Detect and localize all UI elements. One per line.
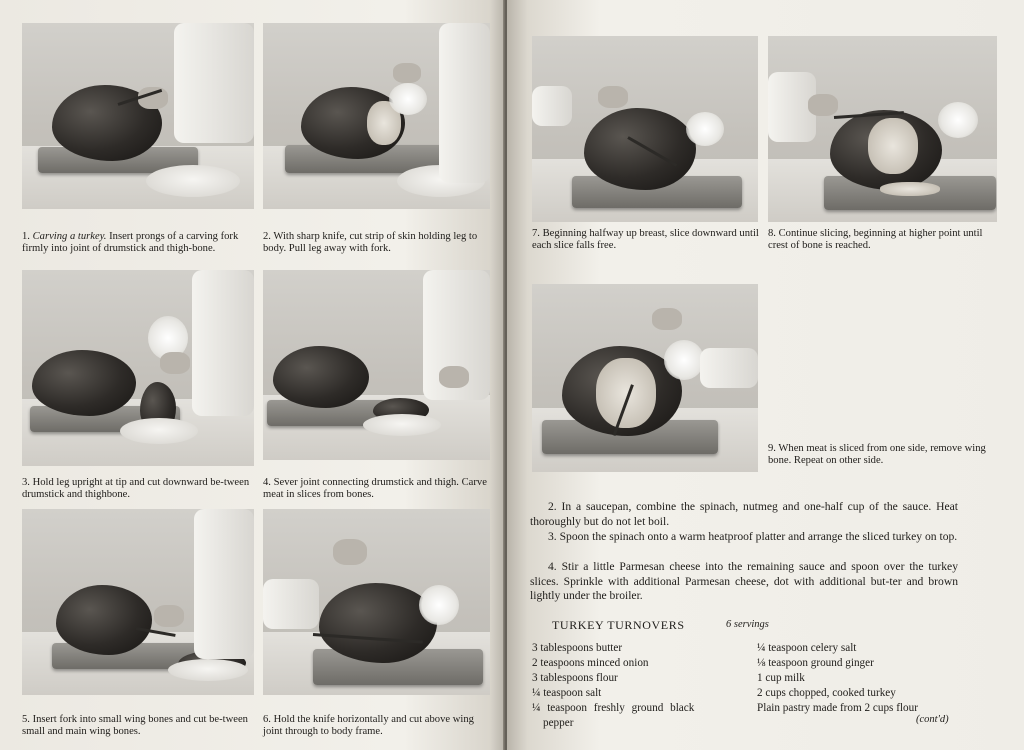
caption-step-4: 4. Sever joint connecting drumstick and thigh. Carve meat in slices from bones. [263, 477, 487, 501]
caption-step-7: 7. Beginning halfway up breast, slice downward until each slice falls free. [532, 228, 759, 252]
caption-step-1-text: Insert prongs of a carving fork firmly into joint of drumstick and thigh-bone. [22, 231, 239, 255]
ingredient-right-3: 1 cup milk [757, 672, 805, 684]
photo-step-5 [22, 509, 254, 695]
left-page [0, 0, 505, 750]
ingredient-left-5: ¼ teaspoon freshly ground black [532, 702, 695, 714]
photo-step-1 [22, 23, 254, 209]
photo-step-9 [532, 284, 758, 472]
recipe-step-2: 2. In a saucepan, combine the spinach, nutmeg and one-half cup of the sauce. Heat thoroughly but do not let boil. [530, 500, 958, 528]
photo-step-7 [532, 36, 758, 222]
caption-step-1-title: Carving a turkey. [32, 231, 107, 242]
photo-step-8 [768, 36, 997, 222]
caption-step-6: 6. Hold the knife horizontally and cut above wing joint through to body frame. [263, 714, 474, 738]
recipe-servings: 6 servings [726, 619, 769, 630]
continued-note: (cont'd) [916, 714, 949, 725]
ingredient-left-1: 3 tablespoons butter [532, 642, 623, 654]
photo-step-3 [22, 270, 254, 466]
caption-step-8: 8. Continue slicing, beginning at higher point until crest of bone is reached. [768, 228, 983, 252]
ingredient-right-5: Plain pastry made from 2 cups flour [757, 702, 918, 714]
caption-step-5: 5. Insert fork into small wing bones and cut be-tween small and main wing bones. [22, 714, 248, 738]
caption-step-3: 3. Hold leg upright at tip and cut downward be-tween drumstick and thighbone. [22, 477, 250, 501]
ingredient-right-2: ⅛ teaspoon ground ginger [757, 657, 874, 669]
photo-step-2 [263, 23, 490, 209]
caption-step-2: 2. With sharp knife, cut strip of skin holding leg to body. Pull leg away with fork. [263, 231, 478, 255]
ingredient-left-3: 3 tablespoons flour [532, 672, 618, 684]
recipe-step-4: 4. Stir a little Parmesan cheese into the remaining sauce and spoon over the turkey slices. Sprinkle with additional Parmesan cheese, dot with additional but-ter and brown lightly under the broiler. [530, 560, 958, 603]
ingredient-left-4: ¼ teaspoon salt [532, 687, 602, 699]
photo-step-4 [263, 270, 490, 460]
ingredient-right-1: ¼ teaspoon celery salt [757, 642, 857, 654]
caption-step-1-number: 1. [22, 231, 30, 242]
photo-step-6 [263, 509, 490, 695]
caption-step-1 [22, 231, 258, 256]
recipe-title: TURKEY TURNOVERS [552, 618, 685, 632]
ingredient-left-2: 2 teaspoons minced onion [532, 657, 649, 669]
caption-step-9: 9. When meat is sliced from one side, remove wing bone. Repeat on other side. [768, 443, 986, 467]
recipe-step-3: 3. Spoon the spinach onto a warm heatproof platter and arrange the sliced turkey on top. [548, 530, 958, 543]
ingredient-right-4: 2 cups chopped, cooked turkey [757, 687, 896, 699]
ingredient-left-6: pepper [543, 717, 574, 729]
